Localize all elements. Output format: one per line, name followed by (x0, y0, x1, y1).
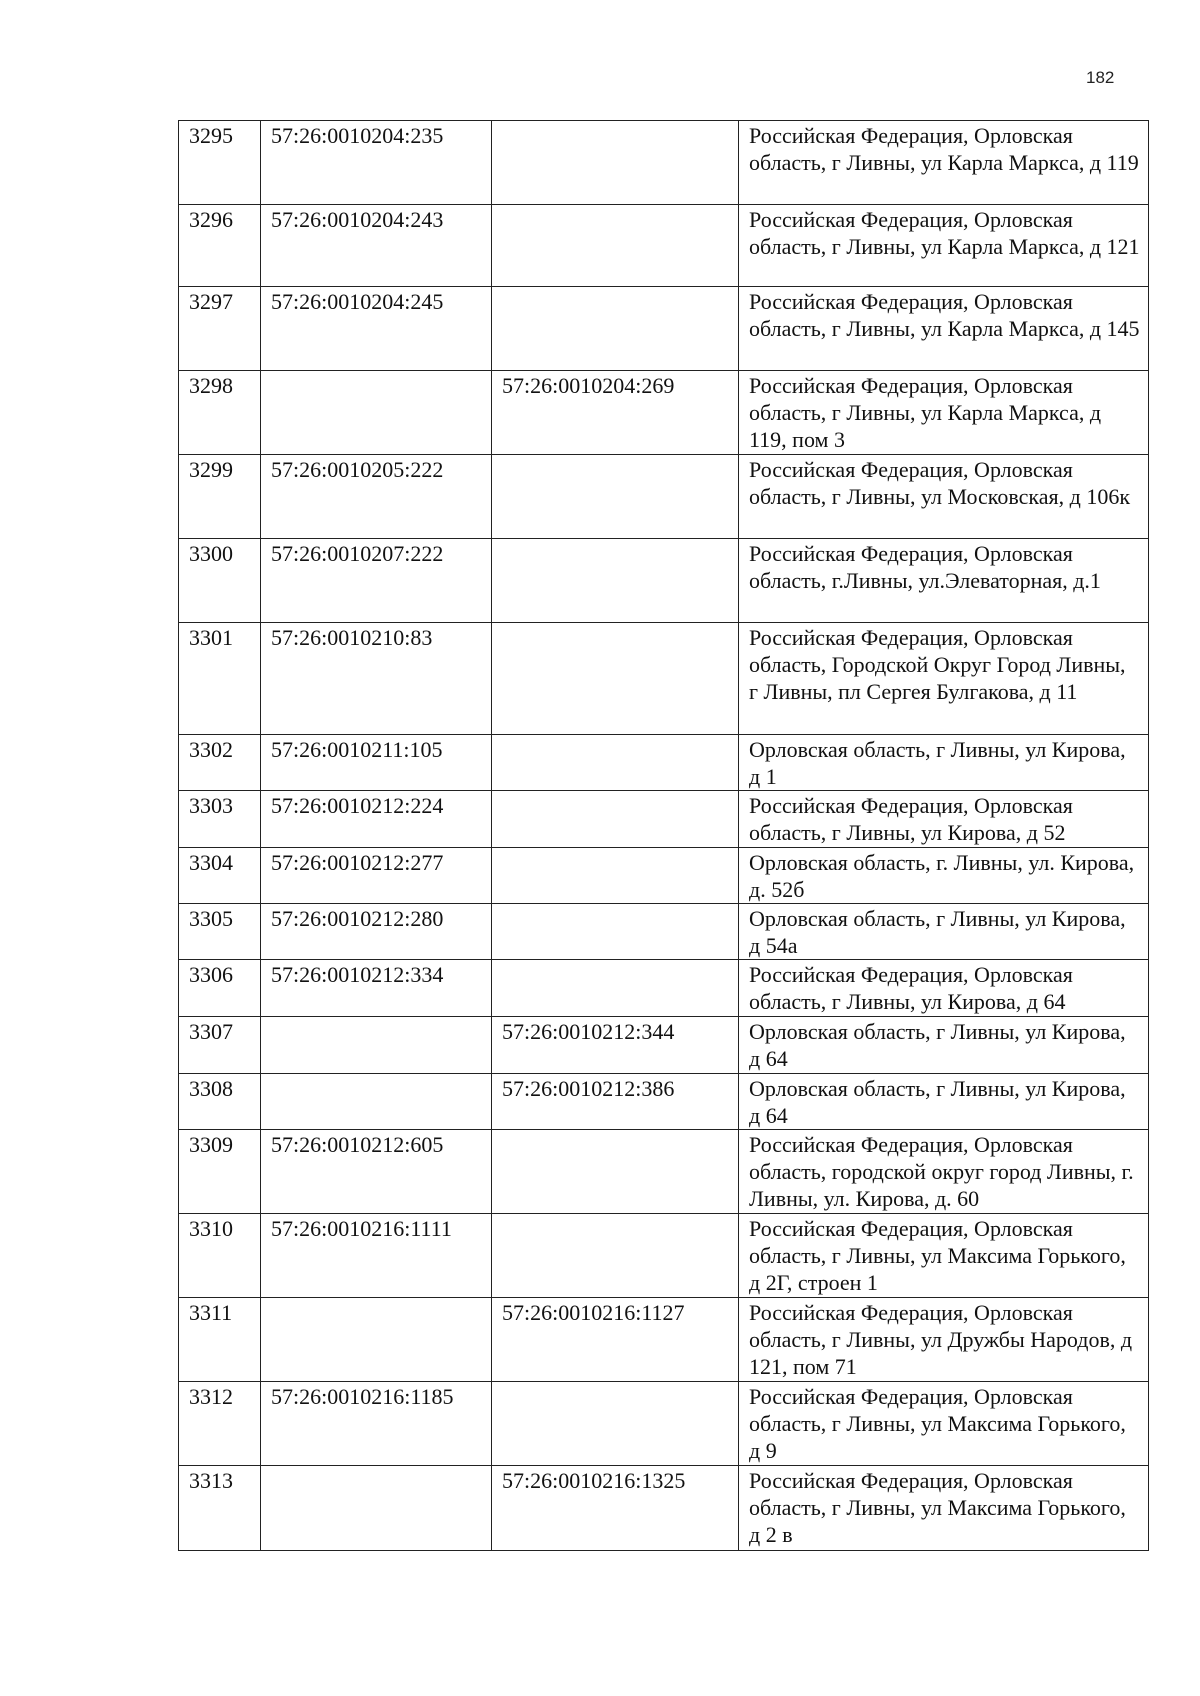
address-cell: Орловская область, г Ливны, ул Кирова, д 64 (739, 1017, 1149, 1074)
table-row (179, 904, 1149, 960)
address-cell: Российская Федерация, Орловская область, г Ливны, ул Московская, д 106к (739, 455, 1149, 539)
cadastral-number-cell: 57:26:0010212:605 (261, 1130, 492, 1214)
row-number-cell: 3305 (179, 904, 261, 960)
cadastral-number-cell (261, 1298, 492, 1382)
page-number: 182 (1086, 68, 1115, 87)
premises-cadastral-number-cell: 57:26:0010212:344 (492, 1017, 739, 1074)
table-row (179, 121, 1149, 205)
address-cell: Российская Федерация, Орловская область, г Ливны, ул Карла Маркса, д 119 (739, 121, 1149, 205)
premises-cadastral-number-cell (492, 539, 739, 623)
address-cell: Орловская область, г. Ливны, ул. Кирова, д. 52б (739, 848, 1149, 904)
row-number-cell: 3307 (179, 1017, 261, 1074)
cadastral-number-cell (261, 1017, 492, 1074)
premises-cadastral-number-cell: 57:26:0010216:1325 (492, 1466, 739, 1551)
premises-cadastral-number-cell (492, 455, 739, 539)
row-number-cell: 3309 (179, 1130, 261, 1214)
address-cell: Орловская область, г Ливны, ул Кирова, д 54а (739, 904, 1149, 960)
row-number-cell: 3299 (179, 455, 261, 539)
cadastral-number-cell: 57:26:0010204:245 (261, 287, 492, 371)
premises-cadastral-number-cell (492, 735, 739, 791)
premises-cadastral-number-cell (492, 205, 739, 287)
premises-cadastral-number-cell (492, 623, 739, 735)
premises-cadastral-number-cell (492, 1130, 739, 1214)
premises-cadastral-number-cell (492, 121, 739, 205)
cadastral-number-cell: 57:26:0010205:222 (261, 455, 492, 539)
row-number-cell: 3298 (179, 371, 261, 455)
cadastral-number-cell: 57:26:0010210:83 (261, 623, 492, 735)
table-row (179, 623, 1149, 735)
address-cell: Российская Федерация, Орловская область, г Ливны, ул Максима Горького, д 2Г, строен 1 (739, 1214, 1149, 1298)
row-number-cell: 3311 (179, 1298, 261, 1382)
cadastral-number-cell: 57:26:0010212:277 (261, 848, 492, 904)
premises-cadastral-number-cell (492, 791, 739, 848)
address-cell: Российская Федерация, Орловская область, г Ливны, ул Кирова, д 64 (739, 960, 1149, 1017)
registry-table-body (179, 121, 1149, 1551)
address-cell: Российская Федерация, Орловская область, г Ливны, ул Максима Горького, д 9 (739, 1382, 1149, 1466)
premises-cadastral-number-cell (492, 960, 739, 1017)
row-number-cell: 3297 (179, 287, 261, 371)
cadastral-number-cell (261, 1466, 492, 1551)
table-row (179, 455, 1149, 539)
row-number-cell: 3306 (179, 960, 261, 1017)
address-cell: Российская Федерация, Орловская область, г Ливны, ул Карла Маркса, д 145 (739, 287, 1149, 371)
table-row (179, 1017, 1149, 1074)
premises-cadastral-number-cell (492, 904, 739, 960)
cadastral-number-cell: 57:26:0010204:235 (261, 121, 492, 205)
row-number-cell: 3301 (179, 623, 261, 735)
address-cell: Российская Федерация, Орловская область, Городской Округ Город Ливны, г Ливны, пл Сергея Булгакова, д 11 (739, 623, 1149, 735)
address-cell: Российская Федерация, Орловская область, г Ливны, ул Карла Маркса, д 119, пом 3 (739, 371, 1149, 455)
row-number-cell: 3312 (179, 1382, 261, 1466)
address-cell: Орловская область, г Ливны, ул Кирова, д 1 (739, 735, 1149, 791)
row-number-cell: 3310 (179, 1214, 261, 1298)
table-row (179, 735, 1149, 791)
address-cell: Российская Федерация, Орловская область, г Ливны, ул Кирова, д 52 (739, 791, 1149, 848)
row-number-cell: 3313 (179, 1466, 261, 1551)
cadastral-number-cell: 57:26:0010212:224 (261, 791, 492, 848)
table-row (179, 371, 1149, 455)
premises-cadastral-number-cell (492, 1382, 739, 1466)
cadastral-number-cell: 57:26:0010212:280 (261, 904, 492, 960)
cadastral-number-cell (261, 1074, 492, 1130)
premises-cadastral-number-cell: 57:26:0010216:1127 (492, 1298, 739, 1382)
premises-cadastral-number-cell (492, 848, 739, 904)
table-row (179, 1466, 1149, 1551)
premises-cadastral-number-cell: 57:26:0010212:386 (492, 1074, 739, 1130)
table-row (179, 791, 1149, 848)
table-row (179, 287, 1149, 371)
table-row (179, 1130, 1149, 1214)
table-row (179, 960, 1149, 1017)
cadastral-number-cell: 57:26:0010216:1111 (261, 1214, 492, 1298)
cadastral-number-cell: 57:26:0010207:222 (261, 539, 492, 623)
row-number-cell: 3296 (179, 205, 261, 287)
address-cell: Российская Федерация, Орловская область, г Ливны, ул Карла Маркса, д 121 (739, 205, 1149, 287)
table-row (179, 1074, 1149, 1130)
premises-cadastral-number-cell (492, 287, 739, 371)
address-cell: Орловская область, г Ливны, ул Кирова, д 64 (739, 1074, 1149, 1130)
table-row (179, 539, 1149, 623)
address-cell: Российская Федерация, Орловская область, г.Ливны, ул.Элеваторная, д.1 (739, 539, 1149, 623)
row-number-cell: 3300 (179, 539, 261, 623)
cadastral-number-cell (261, 371, 492, 455)
address-cell: Российская Федерация, Орловская область, городской округ город Ливны, г. Ливны, ул. Кирова, д. 60 (739, 1130, 1149, 1214)
premises-cadastral-number-cell (492, 1214, 739, 1298)
registry-table (178, 120, 1149, 1551)
table-row (179, 848, 1149, 904)
cadastral-number-cell: 57:26:0010216:1185 (261, 1382, 492, 1466)
table-row (179, 1214, 1149, 1298)
table-row (179, 1382, 1149, 1466)
address-cell: Российская Федерация, Орловская область, г Ливны, ул Дружбы Народов, д 121, пом 71 (739, 1298, 1149, 1382)
row-number-cell: 3304 (179, 848, 261, 904)
row-number-cell: 3295 (179, 121, 261, 205)
address-cell: Российская Федерация, Орловская область, г Ливны, ул Максима Горького, д 2 в (739, 1466, 1149, 1551)
cadastral-number-cell: 57:26:0010212:334 (261, 960, 492, 1017)
table-row (179, 1298, 1149, 1382)
cadastral-number-cell: 57:26:0010211:105 (261, 735, 492, 791)
row-number-cell: 3308 (179, 1074, 261, 1130)
row-number-cell: 3303 (179, 791, 261, 848)
premises-cadastral-number-cell: 57:26:0010204:269 (492, 371, 739, 455)
table-row (179, 205, 1149, 287)
cadastral-number-cell: 57:26:0010204:243 (261, 205, 492, 287)
row-number-cell: 3302 (179, 735, 261, 791)
